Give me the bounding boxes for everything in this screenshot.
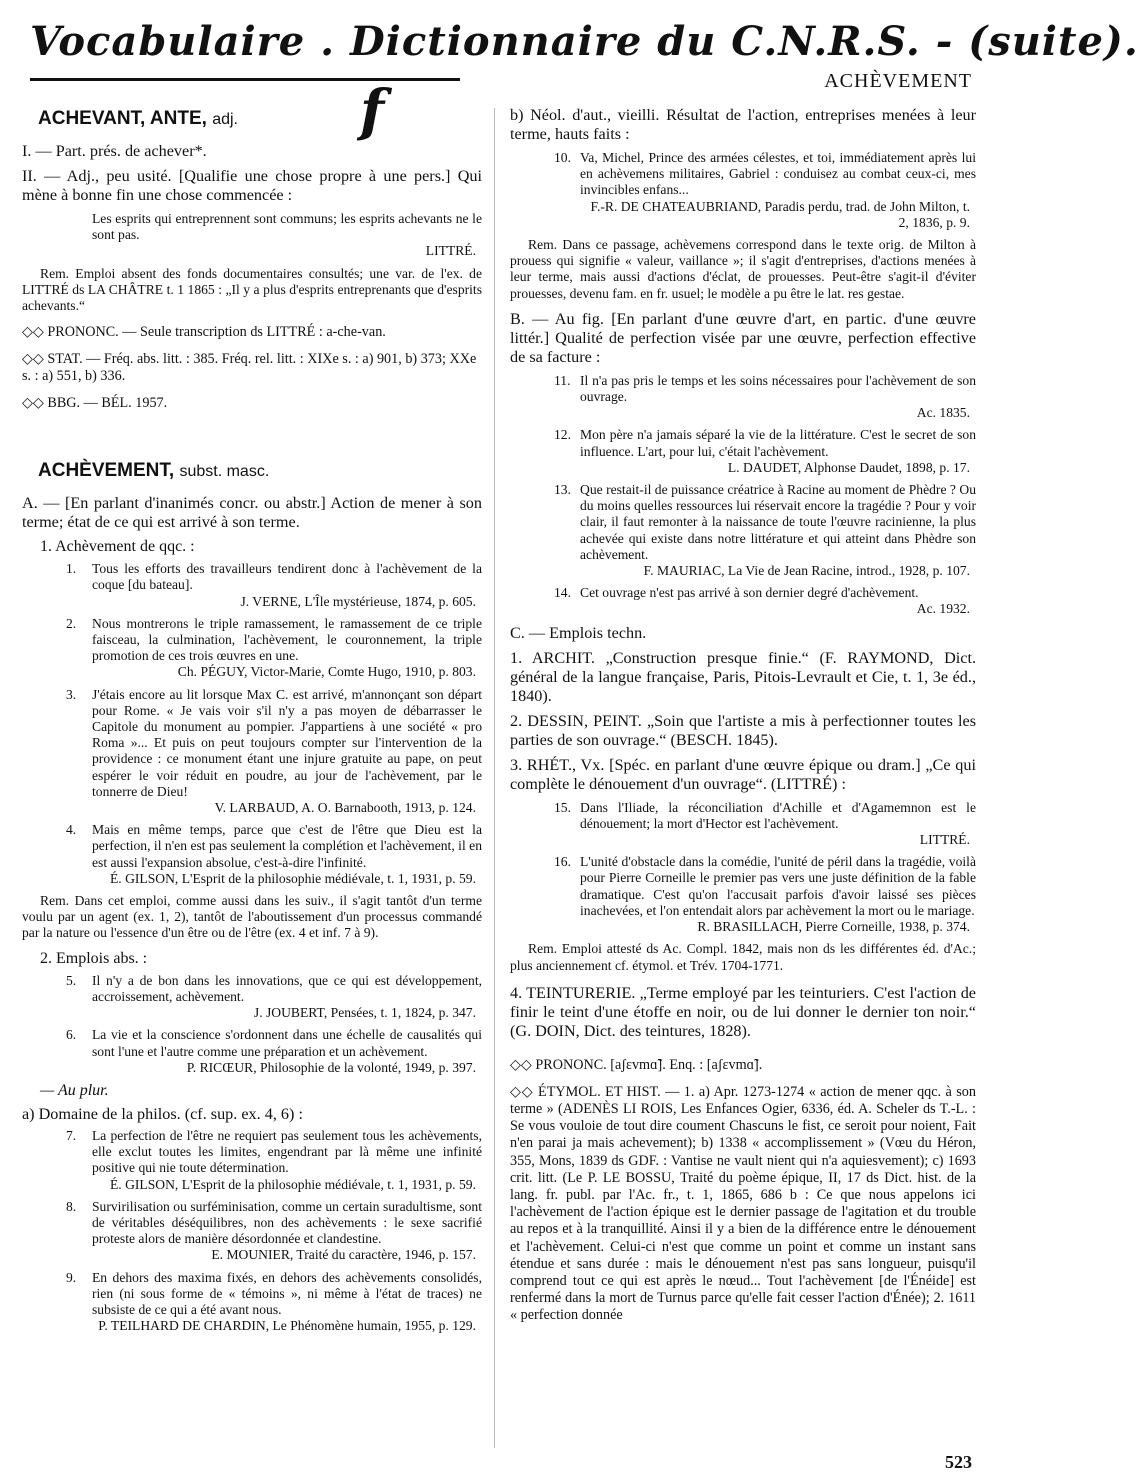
example-8	[66, 1198, 482, 1264]
example-text: Va, Michel, Prince des armées célestes, et toi, immédiatement après lui en achèvemens militaires, Gabriel : conduisez au combat ceux-ci, mes invincibles enfans...	[580, 150, 976, 198]
example-number: 14.	[554, 585, 571, 601]
example-cite: LITTRÉ.	[425, 243, 476, 259]
subsection-a1: 1. Achèvement de qqc. :	[40, 538, 195, 556]
remark: Rem. Emploi absent des fonds documentaires consultés; une var. de l'ex. de LITTRÉ ds LA CHÂTRE t. 1 1865 : „Il y a plus d'esprits entreprenants que d'esprits achevants.“	[22, 265, 482, 314]
example-11	[554, 372, 976, 422]
example-text: Cet ouvrage n'est pas arrivé à son dernier degré d'achèvement.	[580, 585, 919, 601]
example-text: Il n'a pas pris le temps et les soins nécessaires pour l'achèvement de son ouvrage.	[580, 372, 976, 405]
example-text: L'unité d'obstacle dans la comédie, l'unité de péril dans la tragédie, voilà pour Pierre Corneille le premier pas vers une juste définition de la fable dramatique. C'est qu'on l'accusait parfois d'avoir laissé ses pièces inachevées, et l'on entendait alors par achèvement la mort ou le mariage.	[580, 854, 976, 918]
example-14	[554, 585, 976, 617]
statistics: ◇◇ STAT. — Fréq. abs. litt. : 385. Fréq. rel. litt. : XIXe s. : a) 901, b) 373; XXe s. : a) 551, b) 336.	[22, 351, 477, 385]
right-column	[510, 100, 976, 1325]
example-cite: L. DAUDET, Alphonse Daudet, 1898, p. 17.	[727, 459, 970, 475]
example-text: J'étais encore au lit lorsque Max C. est arrivé, m'annonçant son départ pour Rome. « Je vais voir s'il n'y a pas moyen de débarrasser le Capitole du monument au pompier. J'appartiens à une société « pro Roma »... Et puis on peut toujours compter sur l'intervention de la providence : ce monument étant une injure gratuite au pape, on peut espérer le voir réduit en poudre, au jour de l'achèvement, par le tonnerre de Dieu!	[92, 686, 482, 799]
example-text: Tous les efforts des travailleurs tendirent donc à l'achèvement de la coque [du bateau].	[92, 561, 482, 593]
page-number: 523	[945, 1452, 972, 1472]
example-cite: V. LARBAUD, A. O. Barnabooth, 1913, p. 124.	[214, 800, 476, 816]
example-text: La perfection de l'être ne requiert pas seulement tous les achèvements, elle exclut toutes les limites, engendrant par là même une infinité positive qui nie toute détermination.	[92, 1127, 482, 1176]
remark-1: Rem. Dans cet emploi, comme aussi dans les suiv., il s'agit tantôt d'un terme voulu par un agent (ex. 1, 2), tantôt de l'aboutissement d'un processus commandé par la nature ou l'essence d'un être ou de l'être (ex. 4 et inf. 7 à 9).	[22, 893, 482, 941]
example-2	[66, 615, 482, 681]
section-c3: 3. RHÉT., Vx. [Spéc. en parlant d'une œuvre épique ou dram.] „Ce qui complète le dénouement d'un ouvrage“. (LITTRÉ) :	[510, 755, 976, 793]
example-1	[66, 561, 482, 610]
grammar: adj.	[212, 111, 238, 128]
handwritten-underline	[30, 78, 460, 81]
example-number: 3.	[66, 686, 77, 702]
example-number: 1.	[66, 561, 77, 577]
remark-3: Rem. Emploi attesté ds Ac. Compl. 1842, mais non ds les différentes éd. d'Ac.; plus anciennement cf. étymol. et Trév. 1704-1771.	[510, 941, 976, 973]
example-number: 6.	[66, 1027, 77, 1043]
example-cite: F.-R. DE CHATEAUBRIAND, Paradis perdu, trad. de John Milton, t. 2, 1836, p. 9.	[590, 198, 970, 230]
section-c4: 4. TEINTURERIE. „Terme employé par les teinturiers. C'est l'action de finir le teint d'une étoffe en noir, ou de lui donner le dernier ton noir.“ (G. DOIN, Dict. des teintures, 1828).	[510, 983, 976, 1040]
example-cite: É. GILSON, L'Esprit de la philosophie médiévale, t. 1, 1931, p. 59.	[109, 1176, 476, 1192]
example-number: 11.	[554, 372, 571, 388]
example-number: 13.	[554, 482, 571, 498]
subsection-b-neol: b) Néol. d'aut., vieilli. Résultat de l'action, entreprises menées à leur terme, hauts faits :	[510, 106, 976, 143]
example-9	[66, 1269, 482, 1335]
example-text: La vie et la conscience s'ordonnent dans une échelle de causalités qui sont l'une et l'autre comme une préparation et un achèvement.	[92, 1027, 482, 1059]
example-cite: J. JOUBERT, Pensées, t. 1, 1824, p. 347.	[253, 1005, 476, 1021]
example-cite: P. RICŒUR, Philosophie de la volonté, 1949, p. 397.	[186, 1059, 476, 1075]
example-text: Les esprits qui entreprennent sont communs; les esprits achevants ne le sont pas.	[92, 211, 482, 243]
plural-heading: — Au plur.	[40, 1081, 109, 1099]
sense-1: I. — Part. prés. de achever*.	[22, 142, 207, 160]
example-number: 15.	[554, 799, 571, 815]
column-divider	[494, 108, 495, 1448]
etymology: ◇◇ ÉTYMOL. ET HIST. — 1. a) Apr. 1273-1274 « action de mener qqc. à son terme » (ADENÈS LI ROIS, Les Enfances Ogier, 6336, éd. A. Scheler ds T.-L. : Se vous vouloie de tout dire coument Chascuns le fist, ce seroit pour noient, Fait n'en parai ja mais achevement); b) 1338 « accomplissement » (Vœu du Héron, 355, Mons, 1839 ds GDF. : Vantise ne vault nient qui n'a aquiesvement); c) 1693 crit. litt. (Le P. LE BOSSU, Traité du poème épique, II, 17 ds Dict. hist. de la lang. fr. publ. par l'Ac. fr., t. 1, 1865, 686 b : Ce que nous appelons ici l'achèvement de l'action épique est le dernier passage de l'agitation et du trouble au repos et à la tranquillité. Ainsi il y a bien de la différence entre le dénouement et l'achèvement. Celui-ci n'est que comme un point et comme un instant sans étendue et sans durée : mais le dénouement n'est pas sans longueur, puisqu'il comprend tout ce qui est après le nœud... Tout l'achèvement [de l'Énéide] est renfermé dans la mort de Turnus parce qu'elle fait cesser l'action d'Énée); 2. 1611 « perfection donnée	[510, 1083, 976, 1324]
subsection-a-philos: a) Domaine de la philos. (cf. sup. ex. 4, 6) :	[22, 1104, 303, 1123]
pronunciation-2: ◇◇ PRONONC. [aʃɛvmɑ̃]. Enq. : [aʃɛvmɑ̃].	[510, 1056, 763, 1073]
example-cite: Ac. 1932.	[916, 601, 970, 617]
example-cite: LITTRÉ.	[919, 832, 970, 848]
section-c2: 2. DESSIN, PEINT. „Soin que l'artiste a mis à perfectionner toutes les parties de son ouvrage.“ (BESCH. 1845).	[510, 711, 976, 749]
example-13	[554, 482, 976, 579]
example-5	[66, 972, 482, 1022]
example-cite: J. VERNE, L'Île mystérieuse, 1874, p. 605.	[240, 593, 476, 609]
example-number: 9.	[66, 1269, 77, 1285]
example-number: 10.	[554, 150, 571, 165]
section-a: A. — [En parlant d'inanimés concr. ou abstr.] Action de mener à son terme; état de ce qui est arrivé à son terme.	[22, 494, 482, 532]
example-number: 2.	[66, 615, 77, 631]
example-number: 16.	[554, 854, 571, 870]
example-4	[66, 822, 482, 887]
example-text: Mon père n'a jamais séparé la vie de la littérature. C'est le secret de son influence. L'art, pour lui, c'était l'achèvement.	[580, 427, 976, 459]
example-number: 12.	[554, 427, 571, 443]
example-3	[66, 686, 482, 817]
example-cite: R. BRASILLACH, Pierre Corneille, 1938, p. 374.	[697, 919, 970, 935]
section-c: C. — Emplois techn.	[510, 623, 647, 642]
example-number: 5.	[66, 972, 77, 988]
example-12	[554, 427, 976, 476]
example-16	[554, 854, 976, 935]
example-text: Que restait-il de puissance créatrice à Racine au moment de Phèdre ? Ou du moins quelles ressources lui réservait encore la tragédie ? Pour y voir clair, il faut remonter à la naissance de toute l'œuvre racinienne, la plus achevée qui existe dans notre littérature et qui atteint dans Phèdre son achèvement.	[580, 482, 976, 562]
section-b: B. — Au fig. [En parlant d'une œuvre d'art, en partic. d'une œuvre littér.] Qualité de perfection visée par une œuvre, perfection effective de sa facture :	[510, 309, 976, 366]
example-cite: F. MAURIAC, La Vie de Jean Racine, introd., 1928, p. 107.	[643, 563, 970, 579]
grammar: subst. masc.	[179, 463, 270, 481]
example-number: 4.	[66, 822, 77, 838]
example-10	[554, 150, 976, 231]
example-text: Survirilisation ou surféminisation, comme un certain suradultisme, sont de véritables déséquilibres, non des achèvements : le sexe sacrifié proteste alors de manière désordonnée et clandestine.	[92, 1198, 482, 1247]
remark-2: Rem. Dans ce passage, achèvemens correspond dans le texte orig. de Milton à prouess qui signifie « valeur, vaillance »; il s'agit d'entreprises, d'actions menées à leur terme, mais aussi d'actions d'éclat, de prouesses. Peut-être s'agit-il d'éviter prouesses, devenu fam. en fr. usuel; le modèle a pu être le lat. res gestae.	[510, 237, 976, 301]
headword: ACHÈVEMENT,	[38, 460, 175, 482]
example-text: Il n'y a de bon dans les innovations, que ce qui est développement, accroissement, achèvement.	[92, 972, 482, 1004]
example	[92, 211, 482, 260]
sense-2: II. — Adj., peu usité. [Qualifie une chose propre à une pers.] Qui mène à bonne fin une chose commencée :	[22, 167, 482, 204]
example-cite: Ch. PÉGUY, Victor-Marie, Comte Hugo, 1910, p. 803.	[177, 664, 476, 680]
entry-headword-achevant	[38, 110, 482, 128]
section-c1: 1. ARCHIT. „Construction presque finie.“ (F. RAYMOND, Dict. général de la langue française, Paris, Pitois-Levrault et Cie, t. 1, 3e éd., 1840).	[510, 648, 976, 705]
example-text: Dans l'Iliade, la réconciliation d'Achille et d'Agamemnon est le dénouement; la mort d'Hector est l'achèvement.	[580, 799, 976, 831]
example-text: Nous montrerons le triple ramassement, le ramassement de ce triple faisceau, la culmination, l'achèvement, le couronnement, la triple promotion de ces trois œuvres en une.	[92, 615, 482, 664]
example-7	[66, 1127, 482, 1193]
example-cite: P. TEILHARD DE CHARDIN, Le Phénomène humain, 1955, p. 129.	[98, 1318, 476, 1334]
handwritten-mark: f	[360, 78, 385, 144]
example-number: 8.	[66, 1198, 77, 1214]
bibliography: ◇◇ BBG. — BÉL. 1957.	[22, 395, 168, 412]
example-text: Mais en même temps, parce que c'est de l'être que Dieu est la perfection, il n'en est pas seulement la complétion et l'achèvement, il en est aussi l'expansion absolue, c'est-à-dire l'infinité.	[92, 822, 482, 870]
example-number: 7.	[66, 1127, 77, 1143]
example-cite: É. GILSON, L'Esprit de la philosophie médiévale, t. 1, 1931, p. 59.	[109, 870, 476, 886]
entry-headword-achevement	[38, 462, 482, 480]
example-15	[554, 799, 976, 849]
example-text: En dehors des maxima fixés, en dehors des achèvements consolidés, rien (ni sous forme de « témoins », ni même à l'état de traces) ne subsiste de ce qui a été avant nous.	[92, 1269, 482, 1317]
example-cite: Ac. 1835.	[916, 405, 970, 421]
subsection-a2: 2. Emplois abs. :	[40, 949, 148, 967]
pronunciation: ◇◇ PRONONC. — Seule transcription ds LITTRÉ : a-che-van.	[22, 324, 386, 341]
left-column	[22, 108, 482, 1340]
running-head: ACHÈVEMENT	[824, 70, 972, 92]
handwritten-title: Vocabulaire . Dictionnaire du C.N.R.S. - (suite).	[30, 18, 1139, 65]
headword: ACHEVANT, ANTE,	[38, 108, 207, 129]
example-cite: E. MOUNIER, Traité du caractère, 1946, p. 157.	[211, 1247, 476, 1263]
example-6	[66, 1027, 482, 1076]
